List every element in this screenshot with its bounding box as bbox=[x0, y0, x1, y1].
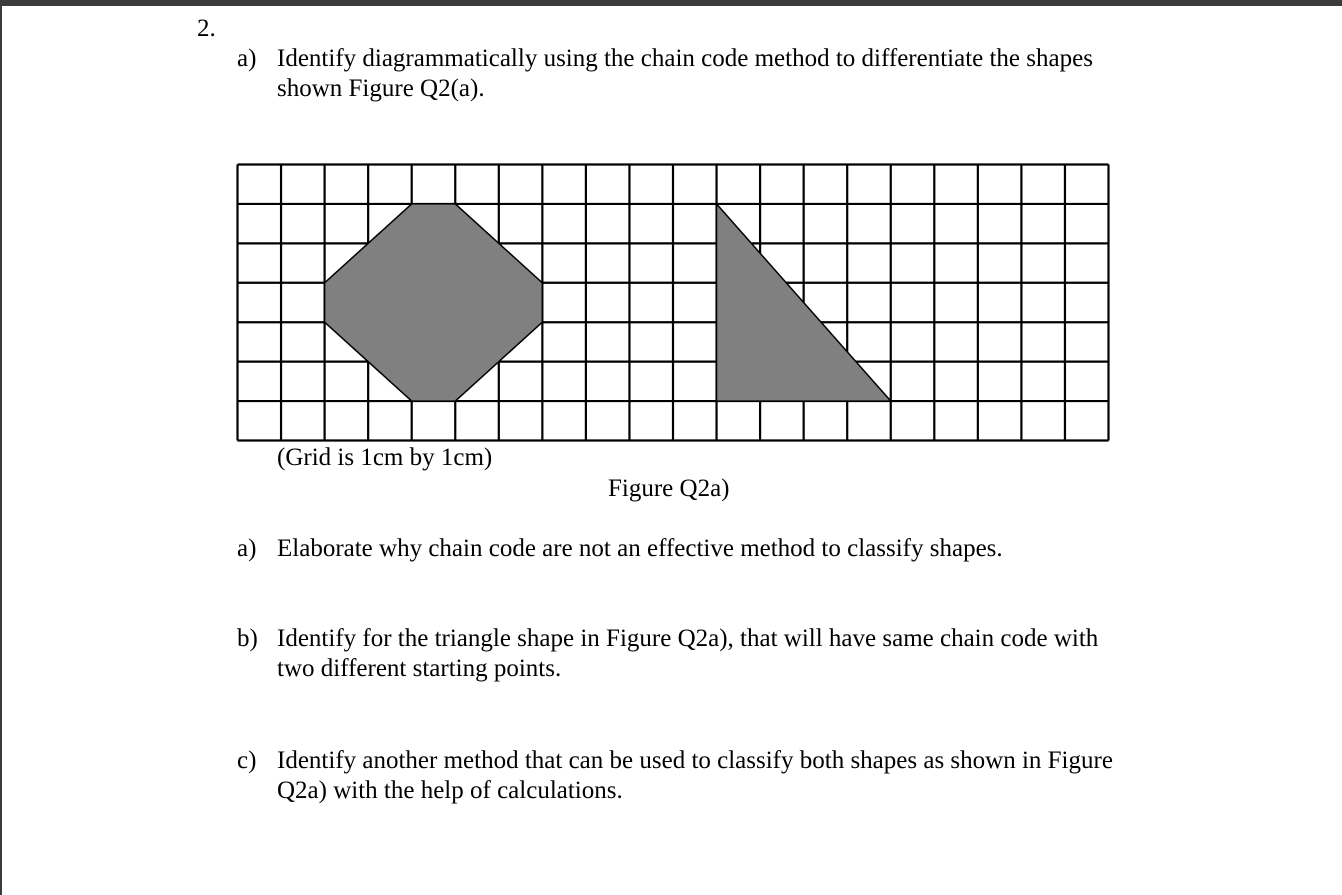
item-label-c: c) bbox=[237, 747, 257, 774]
item-text-b bbox=[277, 624, 1157, 684]
window-top-border bbox=[0, 0, 1342, 6]
item-text-line: Identify for the triangle shape in Figure Q2a), that will have same chain code with bbox=[277, 625, 1099, 652]
figure-shapes bbox=[325, 204, 891, 401]
item-text-a2 bbox=[277, 534, 1157, 564]
grid-note: (Grid is 1cm by 1cm) bbox=[277, 444, 493, 471]
item-text-a1 bbox=[277, 44, 1157, 104]
item-text-line: Identify diagrammatically using the chain code method to differentiate the shapes bbox=[277, 45, 1093, 72]
item-label-a2: a) bbox=[237, 535, 257, 562]
window-left-border bbox=[0, 0, 2, 895]
question-number: 2. bbox=[197, 15, 216, 42]
item-label-a1: a) bbox=[237, 45, 257, 72]
item-text-line: Elaborate why chain code are not an effective method to classify shapes. bbox=[277, 535, 1003, 562]
item-text-line: Identify another method that can be used to classify both shapes as shown in Figure bbox=[277, 747, 1113, 774]
item-text-line: shown Figure Q2(a). bbox=[277, 75, 485, 102]
octagon-shape bbox=[325, 204, 543, 401]
figure-caption: Figure Q2a) bbox=[608, 475, 730, 502]
figure-q2a-grid bbox=[236, 163, 1110, 443]
item-text-c bbox=[277, 746, 1157, 806]
item-text-line: Q2a) with the help of calculations. bbox=[277, 777, 623, 804]
item-label-b: b) bbox=[237, 625, 258, 652]
item-text-line: two different starting points. bbox=[277, 655, 562, 682]
